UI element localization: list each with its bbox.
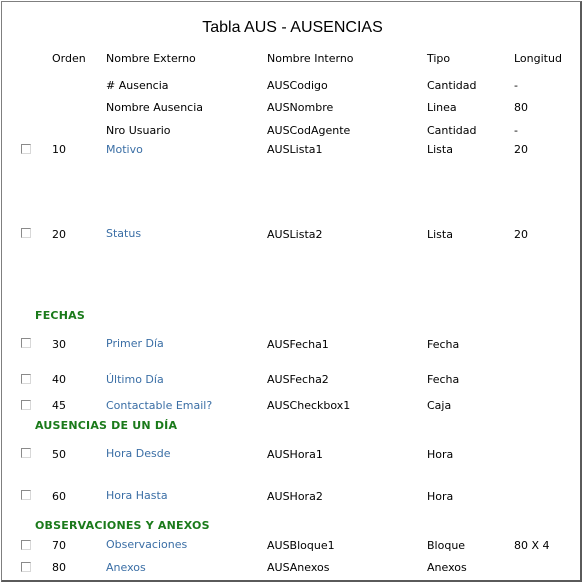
field-tipo: Anexos: [427, 561, 467, 574]
field-longitud: 80: [514, 101, 528, 114]
field-orden: 80: [52, 561, 66, 574]
field-link-ultimo-dia[interactable]: Último Día: [106, 373, 164, 386]
field-longitud: -: [514, 79, 518, 92]
field-link-contactable-email[interactable]: Contactable Email?: [106, 399, 213, 412]
header-nombre-interno: Nombre Interno: [267, 52, 354, 65]
field-tipo: Caja: [427, 399, 452, 412]
row-select-checkbox[interactable]: [21, 374, 31, 384]
header-orden: Orden: [52, 52, 86, 65]
field-tipo: Bloque: [427, 539, 466, 552]
section-fechas: FECHAS: [35, 309, 85, 322]
header-nombre-externo: Nombre Externo: [106, 52, 196, 65]
field-tipo: Fecha: [427, 373, 460, 386]
field-longitud: -: [514, 124, 518, 137]
field-nombre-externo: # Ausencia: [106, 79, 169, 92]
field-longitud: 80 X 4: [514, 539, 550, 552]
row-select-checkbox[interactable]: [21, 228, 31, 238]
field-orden: 50: [52, 448, 66, 461]
field-link-status[interactable]: Status: [106, 227, 142, 240]
page-title: Tabla AUS - AUSENCIAS: [202, 19, 383, 36]
field-nombre-interno: AUSHora1: [267, 448, 323, 461]
row-select-checkbox[interactable]: [21, 400, 31, 410]
field-nombre-interno: AUSBloque1: [267, 539, 335, 552]
header-longitud: Longitud: [514, 52, 562, 65]
field-tipo: Cantidad: [427, 79, 477, 92]
field-orden: 20: [52, 228, 66, 241]
field-nombre-interno: AUSCodigo: [267, 79, 328, 92]
field-nombre-interno: AUSNombre: [267, 101, 334, 114]
row-select-checkbox[interactable]: [21, 540, 31, 550]
row-select-checkbox[interactable]: [21, 144, 31, 154]
section-observaciones-anexos: OBSERVACIONES Y ANEXOS: [35, 519, 210, 532]
field-tipo: Hora: [427, 448, 454, 461]
field-link-hora-hasta[interactable]: Hora Hasta: [106, 489, 168, 502]
row-select-checkbox[interactable]: [21, 490, 31, 500]
field-link-anexos[interactable]: Anexos: [106, 561, 146, 574]
field-link-motivo[interactable]: Motivo: [106, 143, 143, 156]
field-nombre-interno: AUSFecha2: [267, 373, 329, 386]
field-nombre-interno: AUSFecha1: [267, 338, 329, 351]
field-link-primer-dia[interactable]: Primer Día: [106, 337, 164, 350]
field-tipo: Hora: [427, 490, 454, 503]
field-tipo: Linea: [427, 101, 457, 114]
field-tipo: Lista: [427, 143, 453, 156]
field-nombre-externo: Nro Usuario: [106, 124, 171, 137]
field-nombre-interno: AUSLista2: [267, 228, 323, 241]
field-nombre-interno: AUSHora2: [267, 490, 323, 503]
field-link-observaciones[interactable]: Observaciones: [106, 538, 188, 551]
section-ausencias-dia: AUSENCIAS DE UN DÍA: [35, 419, 178, 432]
field-tipo: Fecha: [427, 338, 460, 351]
row-select-checkbox[interactable]: [21, 562, 31, 572]
row-select-checkbox[interactable]: [21, 448, 31, 458]
field-nombre-interno: AUSAnexos: [267, 561, 330, 574]
field-link-hora-desde[interactable]: Hora Desde: [106, 447, 171, 460]
field-longitud: 20: [514, 143, 528, 156]
header-tipo: Tipo: [427, 52, 451, 65]
field-orden: 40: [52, 373, 66, 386]
field-nombre-interno: AUSLista1: [267, 143, 323, 156]
table-window: [1, 1, 582, 582]
field-longitud: 20: [514, 228, 528, 241]
field-nombre-interno: AUSCodAgente: [267, 124, 351, 137]
field-orden: 30: [52, 338, 66, 351]
field-orden: 10: [52, 143, 66, 156]
field-tipo: Cantidad: [427, 124, 477, 137]
field-orden: 60: [52, 490, 66, 503]
field-tipo: Lista: [427, 228, 453, 241]
field-nombre-interno: AUSCheckbox1: [267, 399, 351, 412]
field-orden: 45: [52, 399, 66, 412]
row-select-checkbox[interactable]: [21, 338, 31, 348]
field-orden: 70: [52, 539, 66, 552]
field-nombre-externo: Nombre Ausencia: [106, 101, 204, 114]
